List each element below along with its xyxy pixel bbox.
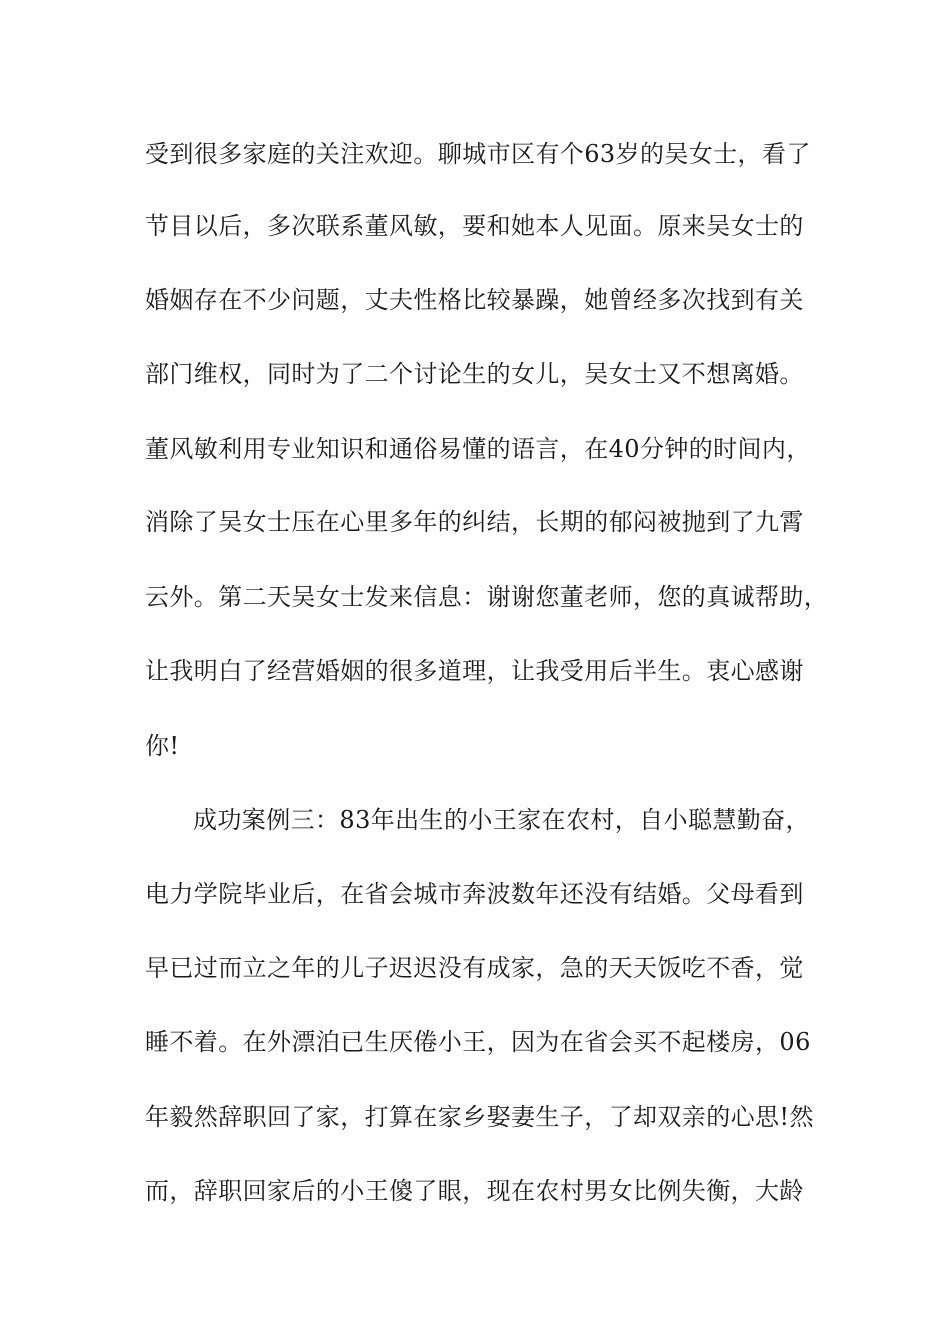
text-line: 受到很多家庭的关注欢迎。聊城市区有个63岁的吴女士，看了 bbox=[145, 140, 811, 168]
text-line: 早已过而立之年的儿子迟迟没有成家，急的天天饭吃不香，觉 bbox=[145, 954, 804, 982]
text-line: 你! bbox=[145, 732, 180, 760]
text-line: 让我明白了经营婚姻的很多道理，让我受用后半生。衷心感谢 bbox=[145, 657, 804, 685]
text-line: 年毅然辞职回了家，打算在家乡娶妻生子，了却双亲的心思!然 bbox=[145, 1103, 814, 1131]
text-line: 电力学院毕业后，在省会城市奔波数年还没有结婚。父母看到 bbox=[145, 880, 804, 908]
paragraph-first-line: 成功案例三：83年出生的小王家在农村，自小聪慧勤奋， bbox=[193, 806, 810, 834]
text-line: 消除了吴女士压在心里多年的纠结，长期的郁闷被抛到了九霄 bbox=[145, 508, 804, 536]
text-line: 睡不着。在外漂泊已生厌倦小王，因为在省会买不起楼房，06 bbox=[145, 1028, 811, 1056]
text-line: 而，辞职回家后的小王傻了眼，现在农村男女比例失衡，大龄 bbox=[145, 1177, 804, 1205]
text-line: 云外。第二天吴女士发来信息：谢谢您董老师，您的真诚帮助， bbox=[145, 583, 829, 611]
text-line: 婚姻存在不少问题，丈夫性格比较暴躁，她曾经多次找到有关 bbox=[145, 286, 804, 314]
text-line: 董风敏利用专业知识和通俗易懂的语言，在40分钟的时间内， bbox=[145, 435, 811, 463]
text-line: 部门维权，同时为了二个讨论生的女儿，吴女士又不想离婚。 bbox=[145, 360, 804, 388]
text-line: 节目以后，多次联系董风敏，要和她本人见面。原来吴女士的 bbox=[145, 212, 804, 240]
